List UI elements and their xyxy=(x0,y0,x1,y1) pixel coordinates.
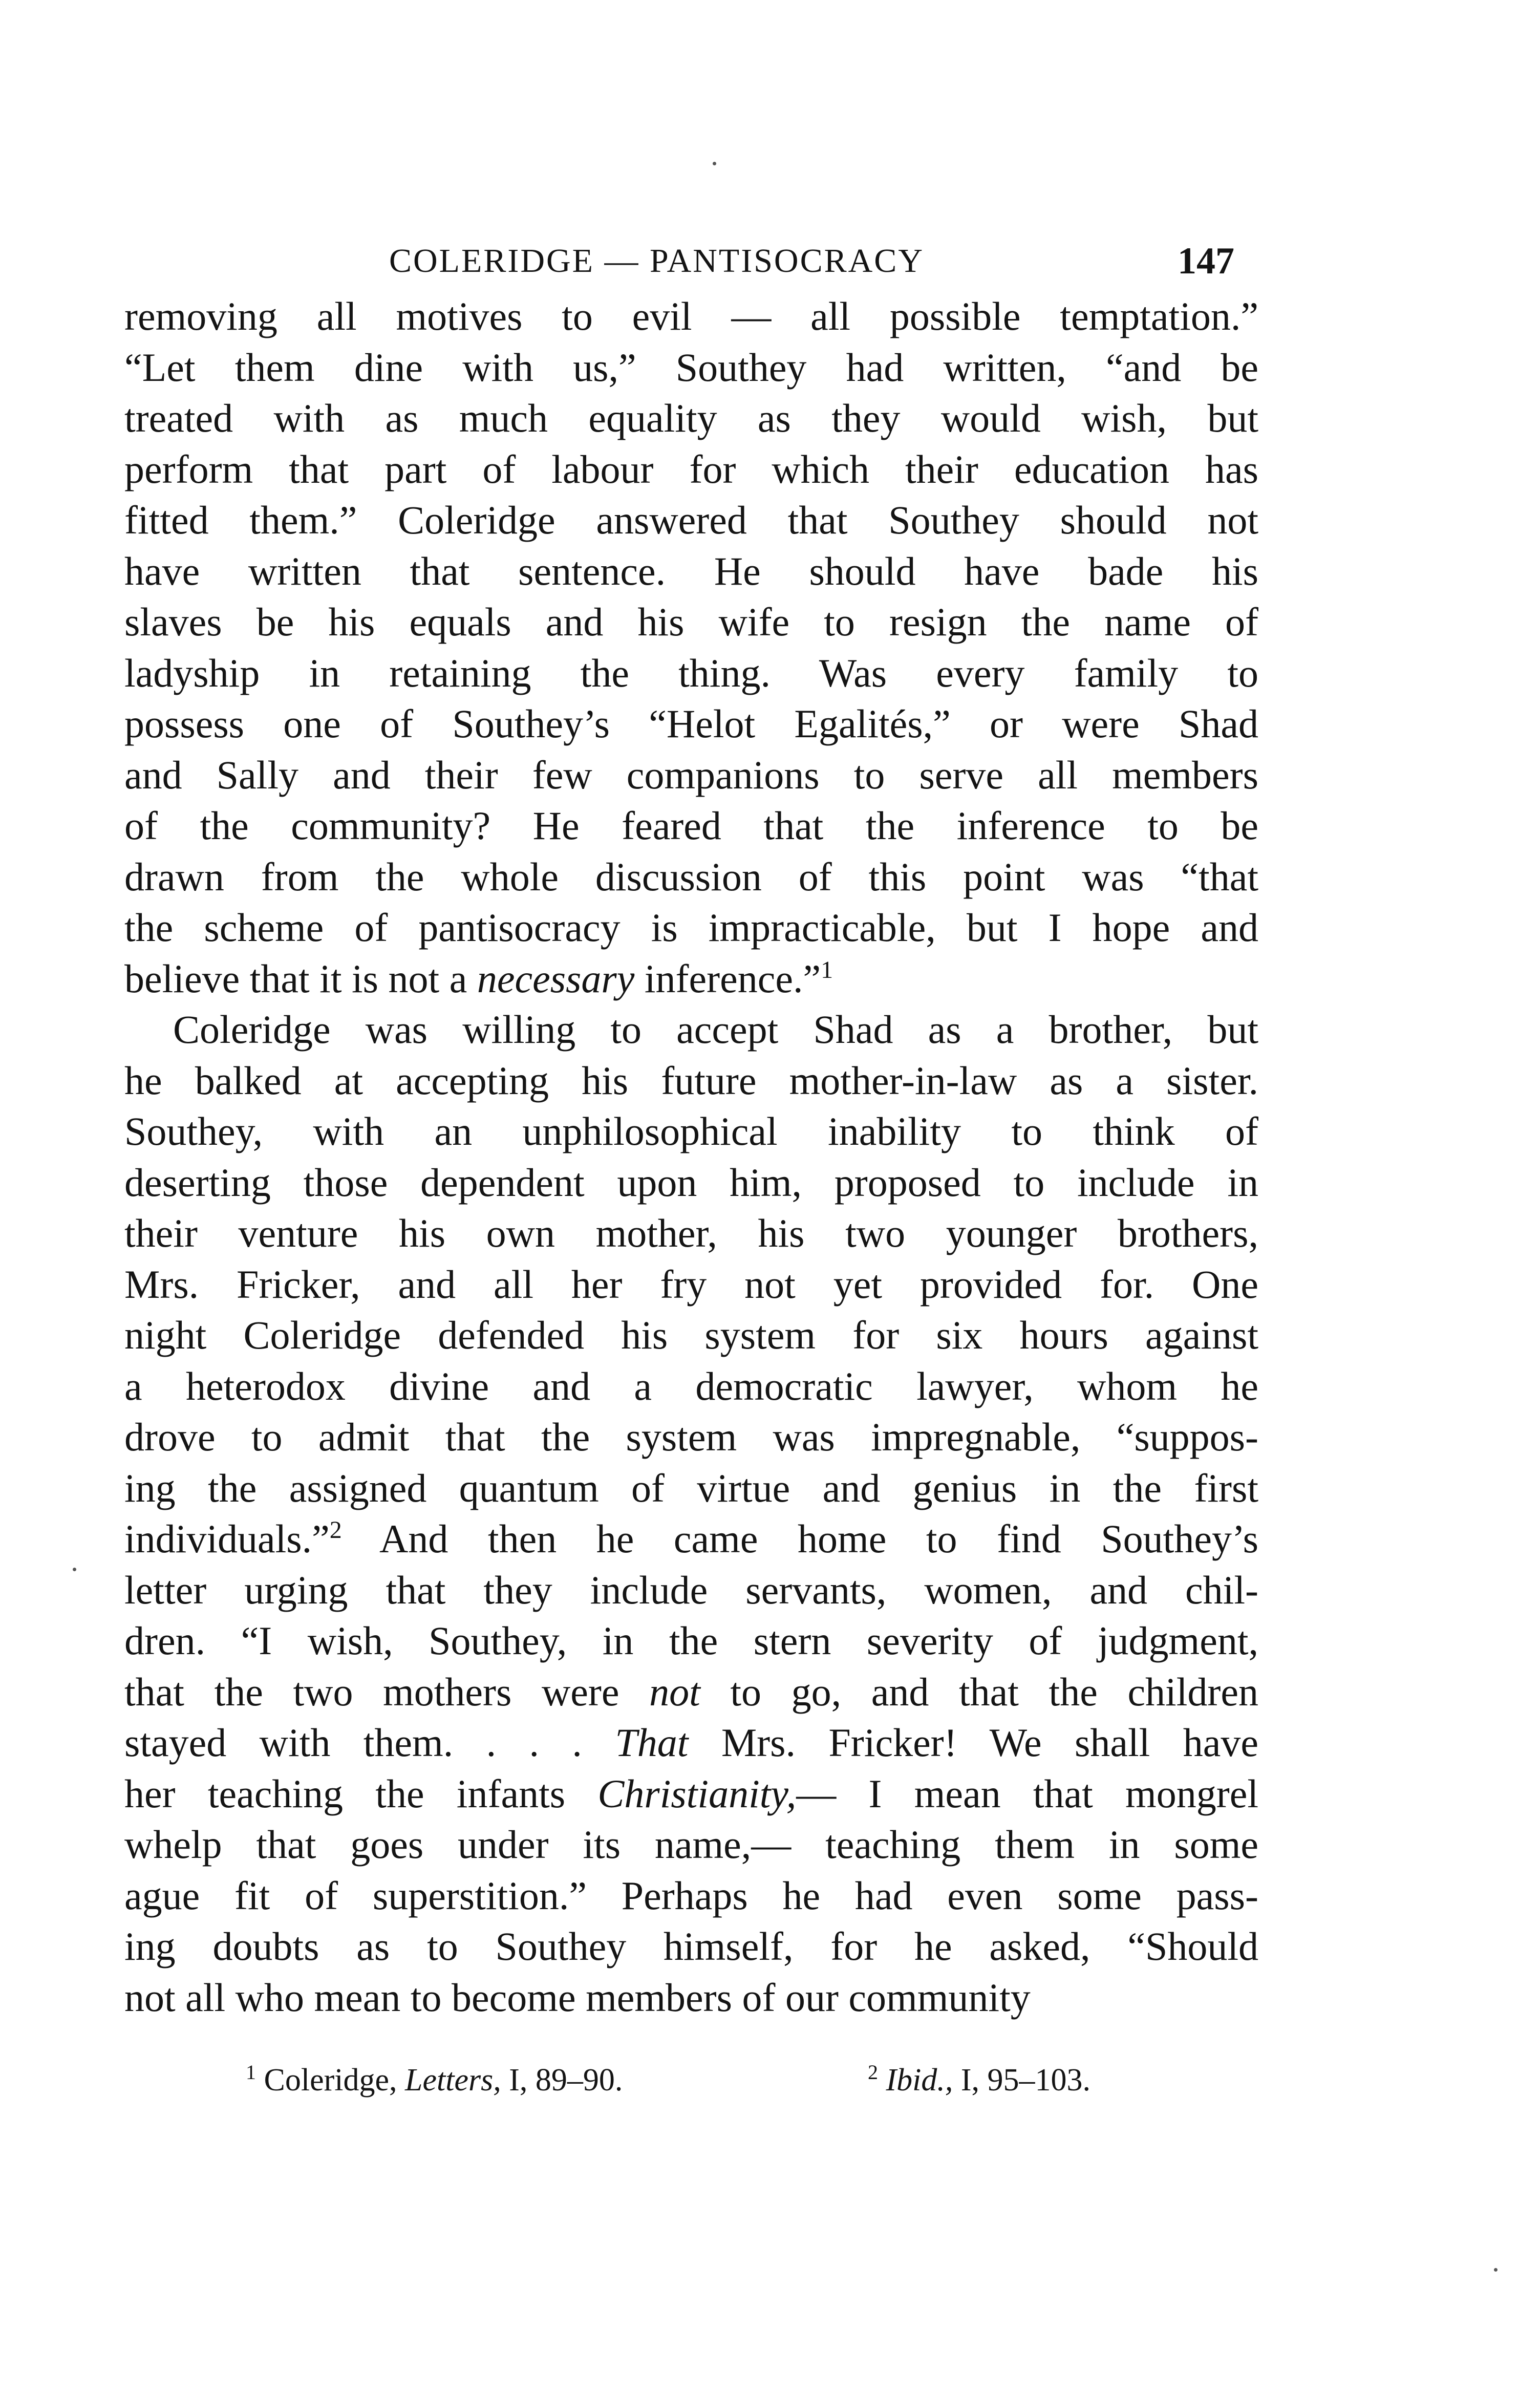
footnote-marker: 1 xyxy=(246,2061,256,2084)
text-line: deserting those dependent upon him, proposed to include in xyxy=(124,1160,1258,1205)
text-line xyxy=(124,1666,1258,1718)
print-speck xyxy=(713,162,716,165)
footnote-title: Ibid., xyxy=(886,2063,953,2098)
text-line xyxy=(124,1513,1258,1565)
text-line: Southey, with an unphilosophical inability to think of xyxy=(124,1109,1258,1153)
text-line: and Sally and their few companions to serve all members xyxy=(124,752,1258,797)
text-line: of the community? He feared that the inference to be xyxy=(124,803,1258,848)
text-segment: inference.” xyxy=(634,956,821,1001)
text-line xyxy=(124,953,1258,1004)
text-segment: her teaching the infants xyxy=(124,1771,598,1816)
text-segment: Mrs. Fricker! We shall have xyxy=(688,1720,1259,1765)
text-line: the scheme of pantisocracy is impracticable, but I hope and xyxy=(124,905,1258,950)
text-line: possess one of Southey’s “Helot Egalités,” or were Shad xyxy=(124,701,1258,746)
text-line: letter urging that they include servants, women, and chil- xyxy=(124,1567,1258,1612)
footnote-marker: 2 xyxy=(868,2061,878,2084)
footnote-1 xyxy=(246,2057,623,2103)
text-line: slaves be his equals and his wife to resign the name of xyxy=(124,600,1258,644)
body-text xyxy=(124,291,1258,2023)
text-line: Mrs. Fricker, and all her fry not yet provided for. One xyxy=(124,1261,1258,1307)
text-line: ing doubts as to Southey himself, for he asked, “Should xyxy=(124,1924,1258,1969)
footnote-ref-marker: 1 xyxy=(821,956,833,983)
text-line: drawn from the whole discussion of this point was “that xyxy=(124,854,1258,899)
italic-word: necessary xyxy=(477,956,635,1001)
footnote-title: Letters, xyxy=(405,2063,501,2098)
text-line: night Coleridge defended his system for six hours against xyxy=(124,1313,1258,1357)
text-line: a heterodox divine and a democratic lawyer, whom he xyxy=(124,1363,1258,1408)
running-head: COLERIDGE — PANTISOCRACY xyxy=(389,242,924,280)
text-line: ladyship in retaining the thing. Was every family to xyxy=(124,650,1258,695)
text-line: their venture his own mother, his two younger brothers, xyxy=(124,1211,1258,1255)
page-header xyxy=(0,233,1540,289)
text-line: whelp that goes under its name,— teaching them in some xyxy=(124,1822,1258,1867)
footnote-ref-marker: 2 xyxy=(329,1516,342,1544)
text-line: perform that part of labour for which their education has xyxy=(124,446,1258,491)
text-line: dren. “I wish, Southey, in the stern severity of judgment, xyxy=(124,1618,1258,1663)
print-speck xyxy=(73,1568,76,1571)
text-line: drove to admit that the system was impregnable, “suppos- xyxy=(124,1415,1258,1459)
text-line: fitted them.” Coleridge answered that Southey should not xyxy=(124,498,1258,542)
text-line: Coleridge was willing to accept Shad as a brother, but xyxy=(173,1007,1258,1052)
text-line xyxy=(124,1768,1258,1820)
text-segment: individuals.” xyxy=(124,1516,330,1561)
text-line xyxy=(124,1717,1258,1768)
footnotes xyxy=(0,2057,1540,2103)
text-line: “Let them dine with us,” Southey had written, “and be xyxy=(124,345,1258,390)
text-segment: stayed with them. . . . xyxy=(124,1720,615,1765)
italic-word: Christianity, xyxy=(597,1771,797,1816)
page-number: 147 xyxy=(1178,240,1234,282)
text-line: he balked at accepting his future mother-in-law as a sister. xyxy=(124,1058,1258,1103)
italic-word: That xyxy=(615,1720,689,1765)
text-line: treated with as much equality as they would wish, but xyxy=(124,396,1258,440)
text-line: have written that sentence. He should have bade his xyxy=(124,548,1258,593)
text-segment: And then he came home to find Southey’s xyxy=(341,1516,1258,1561)
text-line: removing all motives to evil — all possible temptation.” xyxy=(124,294,1258,338)
text-segment: believe that it is not a xyxy=(124,956,477,1001)
text-segment: — I mean that mongrel xyxy=(796,1771,1258,1816)
text-line: ing the assigned quantum of virtue and genius in the first xyxy=(124,1465,1258,1510)
footnote-text: Coleridge, xyxy=(264,2063,405,2098)
text-line: ague fit of superstition.” Perhaps he had even some pass- xyxy=(124,1873,1258,1918)
text-segment: to go, and that the children xyxy=(700,1669,1258,1714)
footnote-ref: I, 95–103. xyxy=(953,2063,1091,2098)
print-speck xyxy=(1494,2268,1498,2272)
text-segment: that the two mothers were xyxy=(124,1669,650,1714)
text-line: not all who mean to become members of our community xyxy=(124,1975,1031,2020)
italic-word: not xyxy=(649,1669,700,1714)
footnote-ref: I, 89–90. xyxy=(501,2063,623,2098)
footnote-2 xyxy=(868,2057,1090,2103)
